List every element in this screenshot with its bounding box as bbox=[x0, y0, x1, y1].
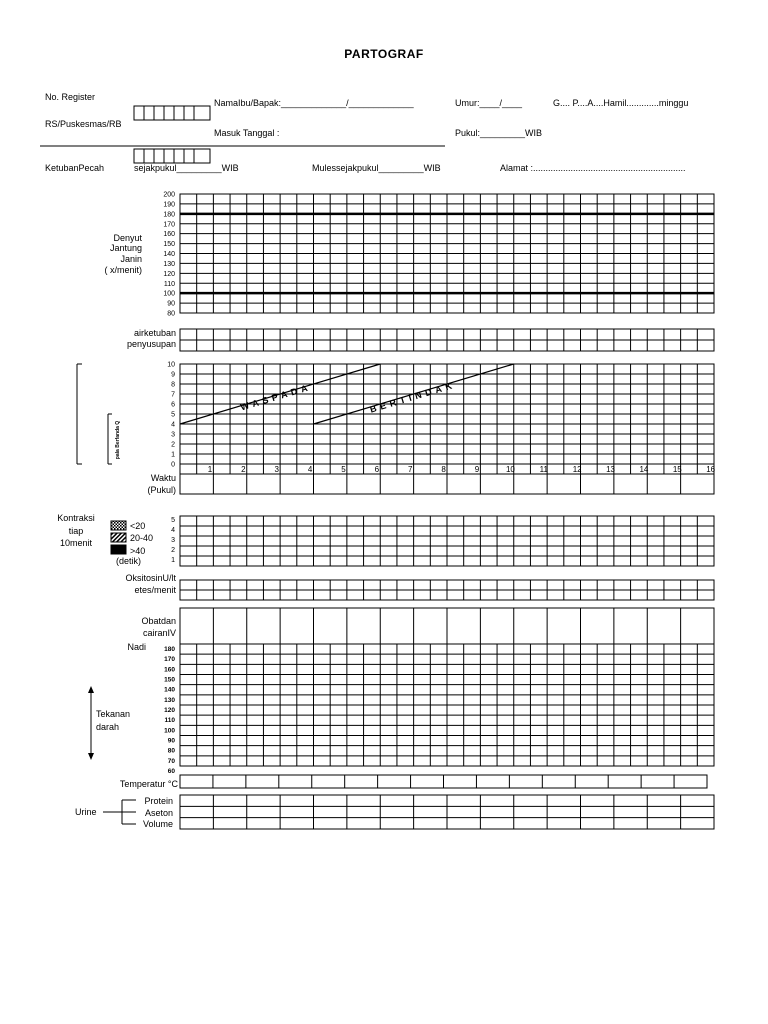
pukul-field[interactable]: Pukul:_________WIB bbox=[455, 128, 543, 138]
urine-label: Urine bbox=[75, 807, 97, 817]
hour-label: 5 bbox=[341, 465, 346, 474]
nadi-tick: 130 bbox=[164, 696, 175, 704]
djj-tick: 180 bbox=[163, 211, 175, 219]
pukul-label: (Pukul) bbox=[147, 485, 176, 495]
nadi-tick: 140 bbox=[164, 686, 175, 694]
nadi-tick: 170 bbox=[164, 656, 175, 664]
waktu-label: Waktu bbox=[150, 473, 176, 483]
legend-hatch-swatch bbox=[111, 533, 126, 542]
umur-field[interactable]: Umur:____/____ bbox=[455, 98, 523, 108]
nama-field[interactable]: NamaIbu/Bapak:_____________/_____________ bbox=[214, 98, 414, 108]
djj-tick: 100 bbox=[163, 290, 175, 298]
kontraksi-label-1: Kontraksi bbox=[57, 513, 95, 523]
oksitosin-label-2: etes/menit bbox=[134, 585, 176, 595]
djj-tick: 110 bbox=[163, 280, 175, 288]
djj-tick: 130 bbox=[163, 260, 175, 268]
register-box bbox=[134, 106, 210, 120]
waspada-label: WASPADA bbox=[239, 381, 313, 413]
cervix-tick: 0 bbox=[171, 461, 175, 469]
tekanan-arrow-up bbox=[88, 686, 94, 693]
bertindak-label: BERTINDAK bbox=[368, 379, 457, 415]
urine-volume-label: Volume bbox=[142, 819, 173, 829]
alamat-field[interactable]: Alamat :............................................................. bbox=[500, 163, 686, 173]
page-title: PARTOGRAF bbox=[344, 47, 424, 61]
djj-tick: 90 bbox=[167, 300, 175, 308]
nadi-tick: 100 bbox=[164, 727, 175, 735]
hour-label: 14 bbox=[639, 465, 649, 474]
legend-lt20: <20 bbox=[130, 521, 146, 531]
cervix-tick: 7 bbox=[171, 391, 175, 399]
cervix-tick: 9 bbox=[171, 371, 175, 379]
nadi-tick: 70 bbox=[167, 757, 175, 765]
hour-label: 8 bbox=[441, 465, 446, 474]
nadi-tick: 120 bbox=[164, 707, 175, 714]
kontraksi-tick: 5 bbox=[171, 517, 175, 524]
hour-label: 11 bbox=[539, 465, 548, 474]
nadi-tick: 90 bbox=[167, 737, 175, 745]
cervix-tick: 1 bbox=[171, 451, 175, 459]
nadi-label: Nadi bbox=[127, 642, 146, 652]
djj-tick: 160 bbox=[163, 231, 175, 239]
hour-label: 1 bbox=[207, 465, 213, 474]
djj-label-1: Denyut bbox=[113, 233, 142, 243]
kontraksi-label-2: tiap bbox=[68, 526, 84, 536]
kontraksi-tick: 1 bbox=[171, 557, 175, 564]
hour-label: 4 bbox=[307, 465, 313, 474]
djj-label-3: Janin bbox=[120, 254, 142, 264]
urine-aseton-label: Aseton bbox=[144, 808, 173, 818]
cervix-tick: 4 bbox=[171, 421, 175, 429]
temperatur-label: Temperatur °C bbox=[119, 779, 178, 789]
nadi-tick: 180 bbox=[164, 646, 175, 653]
hour-label: 7 bbox=[408, 465, 413, 474]
masuk-tanggal-label: Masuk Tanggal : bbox=[214, 128, 280, 138]
penyusupan-label: penyusupan bbox=[126, 339, 176, 349]
cervix-tick: 8 bbox=[171, 381, 175, 389]
hour-label: 15 bbox=[672, 465, 682, 474]
kontraksi-tick: 4 bbox=[171, 527, 175, 534]
nadi-tick: 110 bbox=[164, 717, 175, 725]
cervix-tick: 2 bbox=[171, 441, 175, 449]
kontraksi-label-3: 10menit bbox=[59, 538, 93, 548]
djj-label-2: Jantung bbox=[109, 243, 142, 253]
hour-label: 10 bbox=[505, 465, 515, 474]
djj-tick: 150 bbox=[163, 241, 175, 249]
oksitosin-label-1: OksitosinU/lt bbox=[125, 573, 176, 583]
rs-label: RS/Puskesmas/RB bbox=[45, 119, 122, 129]
legend-detik: (detik) bbox=[116, 556, 142, 566]
sejak-pukul-field[interactable]: sejakpukul_________WIB bbox=[134, 163, 239, 173]
djj-label-4: ( x/menit) bbox=[104, 265, 142, 275]
legend-dots-swatch bbox=[111, 521, 126, 530]
cervix-tick: 3 bbox=[171, 431, 175, 439]
hour-label: 13 bbox=[606, 465, 615, 474]
djj-tick: 170 bbox=[163, 221, 175, 229]
djj-tick: 190 bbox=[163, 201, 175, 209]
djj-tick: 120 bbox=[163, 270, 175, 278]
cervix-tick: 10 bbox=[167, 361, 175, 369]
djj-tick: 200 bbox=[163, 191, 175, 199]
nadi-tick: 80 bbox=[167, 747, 175, 755]
descent-label: pala Berfanda Q bbox=[115, 420, 121, 460]
legend-gt40: >40 bbox=[130, 546, 146, 556]
cervix-tick: 6 bbox=[171, 401, 175, 409]
hour-label: 6 bbox=[374, 465, 380, 474]
hour-label: 3 bbox=[274, 465, 280, 474]
hour-label: 12 bbox=[572, 465, 582, 474]
tekanan-label-1: Tekanan bbox=[96, 709, 131, 719]
ketuban-box bbox=[134, 149, 210, 163]
djj-tick: 140 bbox=[163, 251, 175, 258]
no-register-label: No. Register bbox=[45, 92, 96, 102]
hour-label: 9 bbox=[474, 465, 480, 474]
legend-20-40: 20-40 bbox=[130, 533, 154, 543]
legend-solid-swatch bbox=[111, 545, 126, 554]
nadi-tick: 160 bbox=[164, 666, 175, 674]
urine-protein-label: Protein bbox=[144, 796, 173, 806]
nadi-tick: 150 bbox=[164, 676, 175, 684]
nadi-tick: 60 bbox=[167, 768, 175, 775]
obat-label-1: Obatdan bbox=[141, 616, 176, 626]
gpa-field[interactable]: G.... P....A....Hamil.............minggu bbox=[553, 98, 689, 108]
hour-label: 16 bbox=[706, 465, 716, 474]
hour-label: 2 bbox=[241, 465, 246, 474]
air-ketuban-label: airketuban bbox=[133, 328, 176, 338]
mules-field[interactable]: Mulessejakpukul_________WIB bbox=[312, 163, 441, 173]
ketuban-pecah-label: KetubanPecah bbox=[45, 163, 105, 173]
kontraksi-tick: 2 bbox=[171, 547, 175, 554]
obat-label-2: cairanIV bbox=[142, 628, 176, 638]
tekanan-label-2: darah bbox=[96, 722, 120, 732]
kontraksi-tick: 3 bbox=[171, 537, 175, 544]
cervix-tick: 5 bbox=[171, 411, 175, 419]
tekanan-arrow-down bbox=[88, 753, 94, 760]
djj-tick: 80 bbox=[167, 310, 175, 318]
